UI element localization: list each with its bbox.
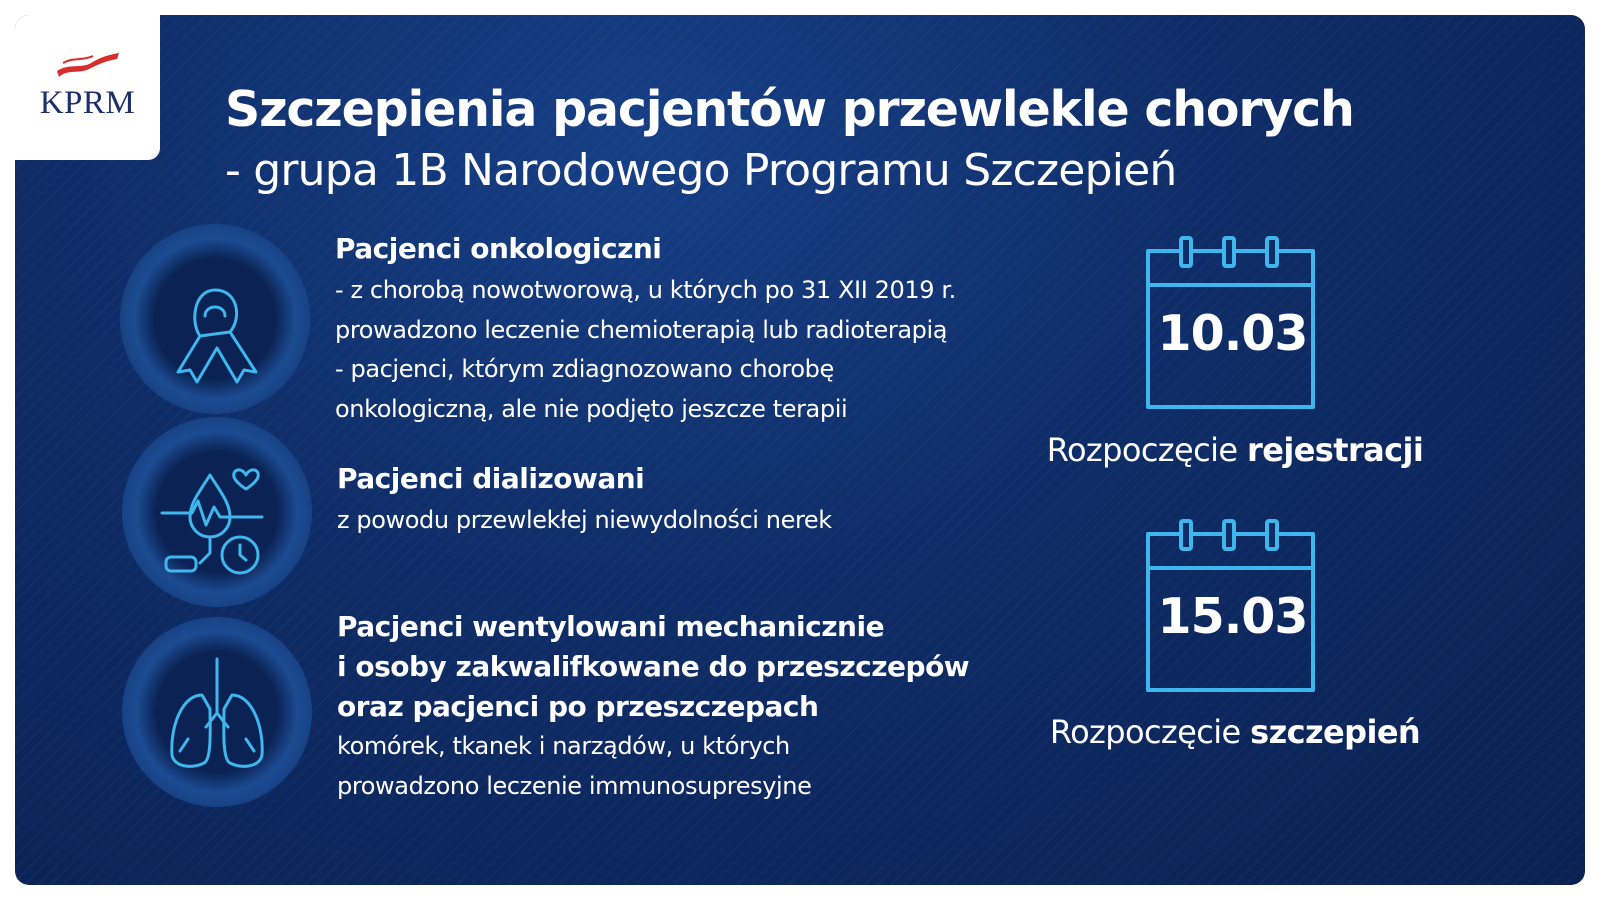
label-bold: rejestracji [1247, 431, 1424, 469]
lungs-icon [122, 617, 312, 807]
flag-icon [55, 49, 121, 79]
infographic-panel [15, 15, 1585, 885]
calendar-date: 10.03 [1157, 305, 1308, 362]
heading-line: i osoby zakwalifkowane do przeszczepów [337, 650, 970, 683]
heading-line: oraz pacjenci po przeszczepach [337, 690, 819, 723]
text-line: - z chorobą nowotworową, u których po 31 XII 2019 r. [335, 276, 956, 304]
logo-text: KPRM [39, 85, 136, 121]
label-bold: szczepień [1250, 713, 1421, 751]
text-line: - pacjenci, którym zdiagnozowano chorobę [335, 355, 834, 383]
section-heading-oncology: Pacjenci onkologiczni [335, 232, 662, 265]
label-prefix: Rozpoczęcie [1046, 431, 1248, 469]
calendar-date: 15.03 [1157, 588, 1308, 645]
section-text-oncology [335, 271, 956, 429]
page-title: Szczepienia pacjentów przewlekle chorych [225, 81, 1354, 138]
kprm-logo [15, 15, 160, 160]
registration-start-label [1000, 431, 1470, 469]
text-line: prowadzono leczenie chemioterapią lub radioterapią [335, 315, 948, 344]
cancer-ribbon-icon [120, 224, 310, 414]
heading-line: Pacjenci wentylowani mechanicznie [337, 610, 885, 643]
dialysis-icon-circle [122, 417, 312, 607]
text-line: komórek, tkanek i narządów, u których [337, 732, 790, 760]
text-line: z powodu przewlekłej niewydolności nerek [337, 506, 832, 534]
vaccination-start-label [1000, 713, 1470, 751]
calendar-registration [1145, 237, 1320, 412]
calendar-vaccination [1145, 520, 1320, 695]
text-line: onkologiczną, ale nie podjęto jeszcze terapii [335, 394, 848, 423]
section-text-ventilated [337, 727, 811, 806]
page-subtitle: - grupa 1B Narodowego Programu Szczepień [225, 145, 1177, 196]
dialysis-icon [122, 417, 312, 607]
label-prefix: Rozpoczęcie [1049, 713, 1251, 751]
section-text-dialysis [337, 501, 832, 541]
section-heading-ventilated [337, 607, 969, 727]
lungs-icon-circle [122, 617, 312, 807]
section-heading-dialysis: Pacjenci dializowani [337, 462, 645, 495]
oncology-icon-circle [120, 224, 310, 414]
text-line: prowadzono leczenie immunosupresyjne [337, 771, 812, 800]
